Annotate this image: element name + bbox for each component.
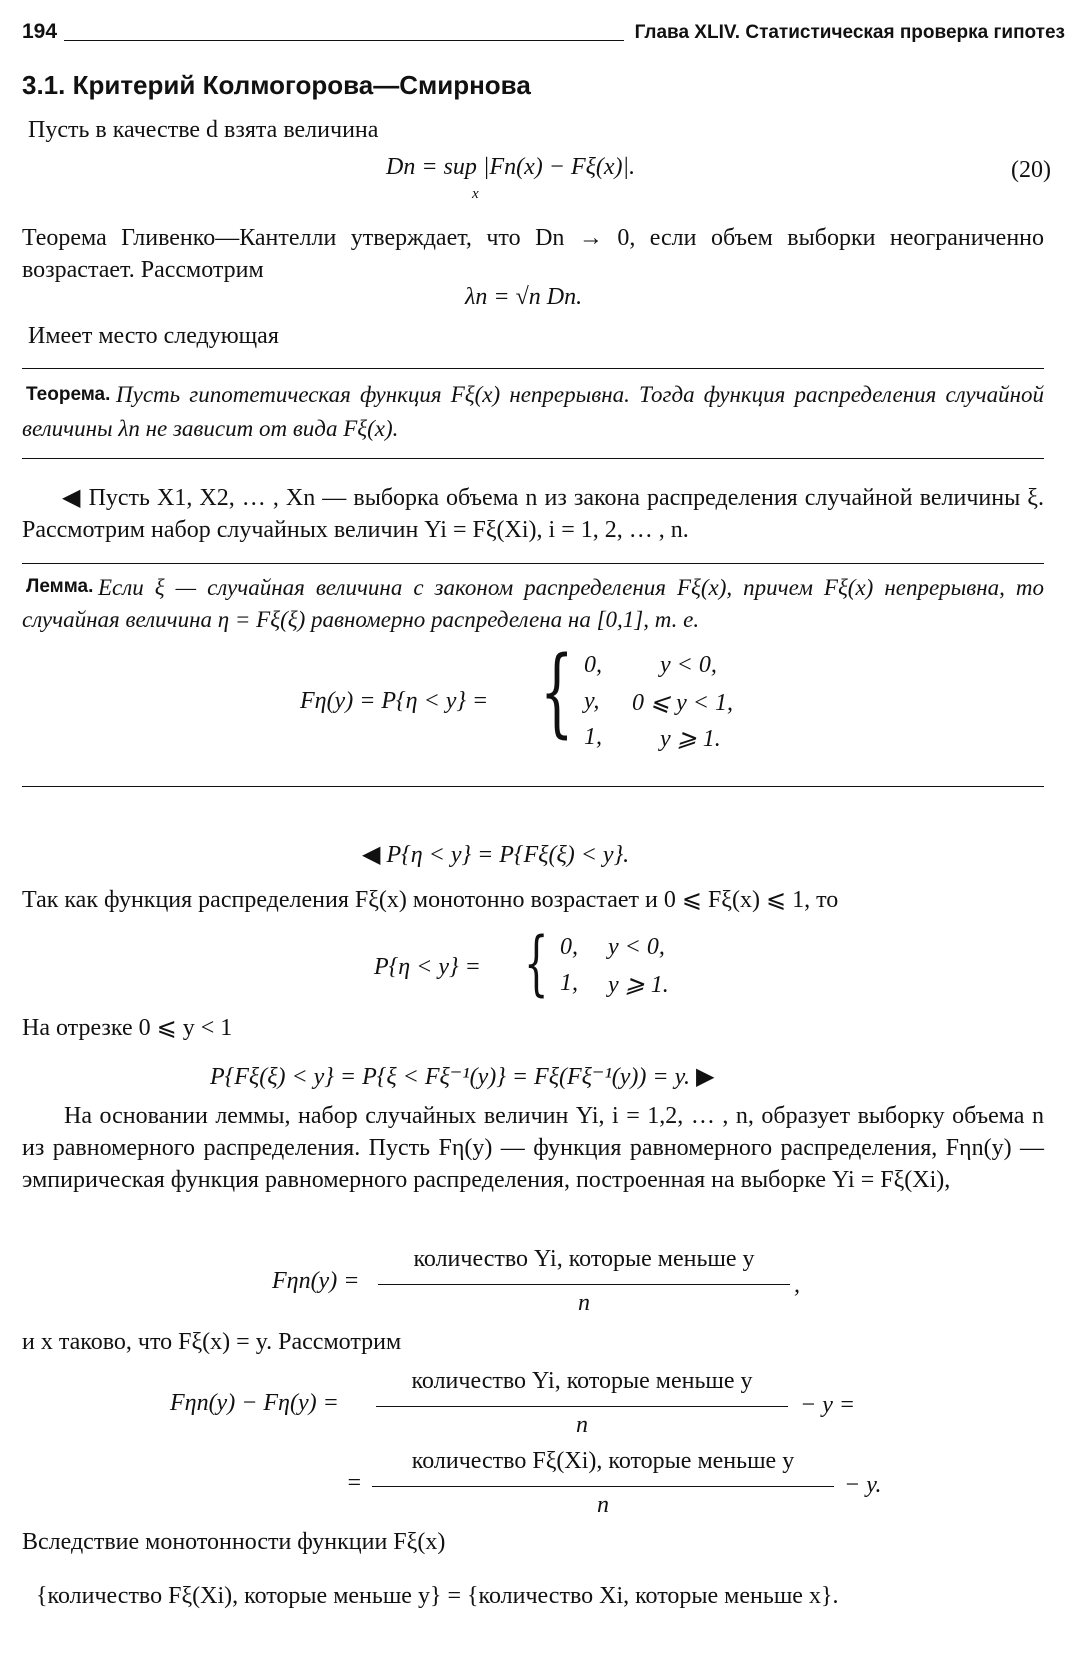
empirical-numerator: количество Yi, которые меньше y xyxy=(413,1246,755,1272)
cases2-lhs: P{η < y} = xyxy=(374,954,481,980)
equation-20-subscript: x xyxy=(472,186,479,202)
cases2-value: 1, xyxy=(560,970,578,996)
lemma-lhs: Fη(y) = P{η < y} = xyxy=(300,688,489,714)
difference-denominator: n xyxy=(576,1412,588,1438)
lemma-case-condition: y ⩾ 1. xyxy=(660,726,721,752)
difference-tail: − y = xyxy=(800,1392,856,1418)
lemma-case-value: y, xyxy=(584,688,600,714)
fraction-bar xyxy=(376,1406,788,1407)
paragraph-monotonicity: Вследствие монотонности функции Fξ(x) xyxy=(22,1529,446,1555)
cases2-value: 0, xyxy=(560,934,578,960)
equation-proof: ◀ P{η < y} = P{Fξ(ξ) < y}. xyxy=(362,842,630,868)
equation-lambda: λn = √n Dn. xyxy=(465,284,583,310)
empirical-denominator: n xyxy=(578,1290,590,1316)
difference-numerator: количество Yi, которые меньше y xyxy=(411,1368,753,1394)
paragraph-lemma-basis: На основании леммы, набор случайных величин Yi, i = 1,2, … , n, образует выборку объема n из равномерного распределения. Пусть Fη(y) — функция равномерного распределения, Fηn(y) — эмпирическая функция равномерного распределения, построенная на выборке Yi = Fξ(Xi), xyxy=(22,1103,1044,1193)
lemma-brace: { xyxy=(540,636,574,748)
theorem-label: Теорема. xyxy=(26,384,111,405)
equation-20: Dn = sup |Fn(x) − Fξ(x)|. xyxy=(386,154,636,180)
fraction-bar xyxy=(378,1284,790,1285)
lemma-text: Если ξ — случайная величина с законом распределения Fξ(x), причем Fξ(x) непрерывна, то случайная величина η = Fξ(ξ) равномерно распределена на [0,1], т. е. xyxy=(22,575,1044,632)
cases2-condition: y ⩾ 1. xyxy=(608,972,669,998)
section-title: 3.1. Критерий Колмогорова—Смирнова xyxy=(22,70,531,100)
proof-start: ◀ Пусть X1, X2, … , Xn — выборка объема n из закона распределения случайной величины ξ. Рассмотрим набор случайных величин Yi = Fξ(Xi), i = 1, 2, … , n. xyxy=(22,485,1044,543)
cases2-condition: y < 0, xyxy=(608,934,665,960)
equation-sets: {количество Fξ(Xi), которые меньше y} = {количество Xi, которые меньше x}. xyxy=(36,1583,839,1609)
difference2-lhs: = xyxy=(346,1470,363,1496)
paragraph-interval: На отрезке 0 ⩽ y < 1 xyxy=(22,1015,233,1041)
lemma-case-value: 0, xyxy=(584,652,602,678)
lemma-bottom-rule xyxy=(22,786,1044,787)
running-title: Глава XLIV. Статистическая проверка гипотез xyxy=(634,22,1065,43)
fraction-bar xyxy=(372,1486,834,1487)
theorem-bottom-rule xyxy=(22,458,1044,459)
lemma-top-rule xyxy=(22,563,1044,564)
lemma-case-value: 1, xyxy=(584,724,602,750)
lemma-label: Лемма. xyxy=(26,576,94,597)
cases2-brace: { xyxy=(524,922,549,1004)
empirical-lhs: Fηn(y) = xyxy=(272,1268,360,1294)
equation-number: (20) xyxy=(1011,157,1051,183)
lemma-case-condition: 0 ⩽ y < 1, xyxy=(632,690,733,716)
header-rule xyxy=(64,40,624,41)
difference-lhs: Fηn(y) − Fη(y) = xyxy=(170,1390,339,1416)
equation-inverse: P{Fξ(ξ) < y} = P{ξ < Fξ⁻¹(y)} = Fξ(Fξ⁻¹(y)) = y. ▶ xyxy=(210,1064,715,1090)
paragraph-intro: Пусть в качестве d взята величина xyxy=(28,117,379,143)
page-number: 194 xyxy=(22,20,58,43)
difference2-numerator: количество Fξ(Xi), которые меньше y xyxy=(411,1448,795,1474)
difference2-denominator: n xyxy=(597,1492,609,1518)
empirical-tail: , xyxy=(794,1272,800,1298)
theorem-text: Пусть гипотетическая функция Fξ(x) непрерывна. Тогда функция распределения случайной величины λn не зависит от вида Fξ(x). xyxy=(22,382,1044,441)
theorem-top-rule xyxy=(22,368,1044,369)
difference2-tail: − y. xyxy=(844,1472,882,1498)
paragraph-following: Имеет место следующая xyxy=(28,323,279,349)
lemma-case-condition: y < 0, xyxy=(660,652,717,678)
paragraph-glivenko: Теорема Гливенко—Кантелли утверждает, что Dn → 0, если объем выборки неограниченно возрастает. Рассмотрим xyxy=(22,225,1044,283)
paragraph-consider: и x таково, что Fξ(x) = y. Рассмотрим xyxy=(22,1329,402,1355)
paragraph-monotone: Так как функция распределения Fξ(x) монотонно возрастает и 0 ⩽ Fξ(x) ⩽ 1, то xyxy=(22,887,839,913)
